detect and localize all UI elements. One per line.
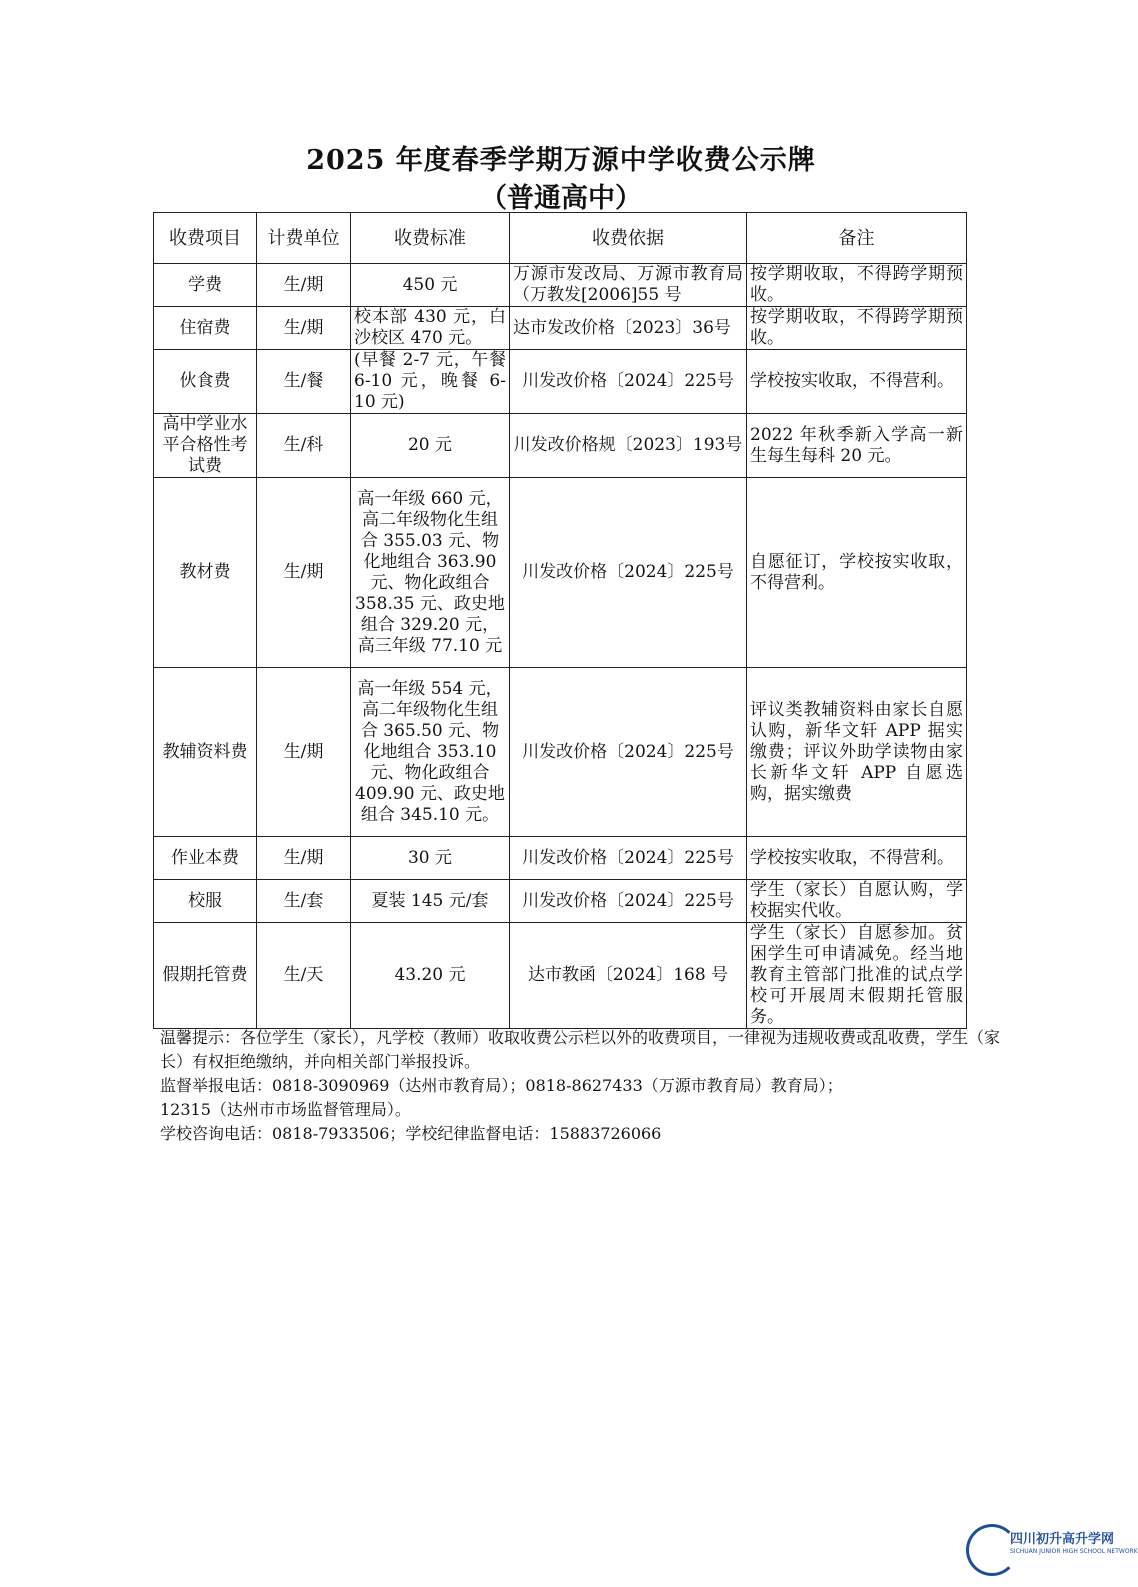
row-standard: 高一年级 554 元，高二年级物化生组合 365.50 元、物化地组合 353.10 元、物化政组合 409.90 元、政史地组合 345.10 元。	[351, 668, 510, 837]
row-note: 2022 年秋季新入学高一新生每生每科 20 元。	[747, 414, 967, 478]
row-item: 教辅资料费	[154, 668, 257, 837]
row-unit: 生/期	[257, 264, 351, 307]
row-standard: 校本部 430 元，白沙校区 470 元。	[351, 307, 510, 350]
row-basis: 川发改价格〔2024〕225号	[510, 837, 747, 880]
row-item: 假期托管费	[154, 923, 257, 1029]
table-row	[154, 350, 967, 414]
row-basis: 川发改价格〔2024〕225号	[510, 478, 747, 668]
table-row	[154, 668, 967, 837]
row-standard: 30 元	[351, 837, 510, 880]
row-standard: 43.20 元	[351, 923, 510, 1029]
row-unit: 生/期	[257, 668, 351, 837]
row-basis: 川发改价格〔2024〕225号	[510, 880, 747, 923]
table-row	[154, 880, 967, 923]
row-basis: 川发改价格〔2024〕225号	[510, 350, 747, 414]
row-note: 学校按实收取，不得营利。	[747, 350, 967, 414]
table-row	[154, 414, 967, 478]
row-basis: 川发改价格规〔2023〕193号	[510, 414, 747, 478]
row-unit: 生/期	[257, 307, 351, 350]
notes-report-2: 12315（达州市市场监督管理局）。	[160, 1100, 411, 1119]
row-standard: 夏装 145 元/套	[351, 880, 510, 923]
watermark-logo	[966, 1518, 1138, 1578]
header-basis: 收费依据	[510, 213, 747, 264]
page-subtitle: （普通高中）	[480, 183, 642, 214]
row-item: 校服	[154, 880, 257, 923]
row-unit: 生/餐	[257, 350, 351, 414]
row-item: 高中学业水平合格性考试费	[154, 414, 257, 478]
notes-report: 监督举报电话：0818-3090969（达州市教育局）；0818-8627433（万源市教育局）教育局）；	[160, 1076, 843, 1095]
table-row	[154, 264, 967, 307]
row-unit: 生/科	[257, 414, 351, 478]
row-unit: 生/期	[257, 837, 351, 880]
row-item: 住宿费	[154, 307, 257, 350]
fee-table	[153, 212, 967, 1029]
row-note: 学生（家长）自愿认购，学校据实代收。	[747, 880, 967, 923]
notes-section	[122, 1026, 1002, 1146]
row-standard: 450 元	[351, 264, 510, 307]
table-header-row	[154, 213, 967, 264]
row-note: 评议类教辅资料由家长自愿认购，新华文轩 APP 据实缴费；评议外助学读物由家长新华文轩 APP 自愿选购，据实缴费	[747, 668, 967, 837]
header-standard: 收费标准	[351, 213, 510, 264]
table-row	[154, 923, 967, 1029]
page-title: 2025 年度春季学期万源中学收费公示牌	[306, 145, 816, 176]
row-item: 学费	[154, 264, 257, 307]
row-note: 按学期收取，不得跨学期预收。	[747, 264, 967, 307]
row-basis: 万源市发改局、万源市教育局（万教发[2006]55 号	[510, 264, 747, 307]
row-basis: 达市发改价格〔2023〕36号	[510, 307, 747, 350]
row-item: 作业本费	[154, 837, 257, 880]
row-standard: 20 元	[351, 414, 510, 478]
notes-tip: 温馨提示：各位学生（家长），凡学校（教师）收取收费公示栏以外的收费项目，一律视为违规收费或乱收费，学生（家长）有权拒绝缴纳，并向相关部门举报投诉。	[160, 1028, 1001, 1071]
row-note: 学校按实收取，不得营利。	[747, 837, 967, 880]
row-unit: 生/套	[257, 880, 351, 923]
row-note: 自愿征订，学校按实收取，不得营利。	[747, 478, 967, 668]
header-note: 备注	[747, 213, 967, 264]
row-note: 按学期收取，不得跨学期预收。	[747, 307, 967, 350]
watermark-subtitle: SICHUAN JUNIOR HIGH SCHOOL NETWORK	[1010, 1548, 1138, 1555]
watermark-name: 四川初升高升学网	[1010, 1532, 1115, 1547]
table-row	[154, 478, 967, 668]
notes-consult: 学校咨询电话：0818-7933506；学校纪律监督电话：15883726066	[160, 1124, 662, 1143]
row-unit: 生/期	[257, 478, 351, 668]
header-unit: 计费单位	[257, 213, 351, 264]
row-basis: 川发改价格〔2024〕225号	[510, 668, 747, 837]
row-note: 学生（家长）自愿参加。贫困学生可申请减免。经当地教育主管部门批准的试点学校可开展周末假期托管服务。	[747, 923, 967, 1029]
header-item: 收费项目	[154, 213, 257, 264]
row-item: 伙食费	[154, 350, 257, 414]
row-basis: 达市教函〔2024〕168 号	[510, 923, 747, 1029]
row-item: 教材费	[154, 478, 257, 668]
row-standard: 高一年级 660 元，高二年级物化生组合 355.03 元、物化地组合 363.90 元、物化政组合 358.35 元、政史地组合 329.20 元，高三年级 77.10 元	[351, 478, 510, 668]
table-row	[154, 837, 967, 880]
row-unit: 生/天	[257, 923, 351, 1029]
row-standard: (早餐 2-7 元，午餐 6-10 元，晚餐 6-10 元)	[351, 350, 510, 414]
table-row	[154, 307, 967, 350]
